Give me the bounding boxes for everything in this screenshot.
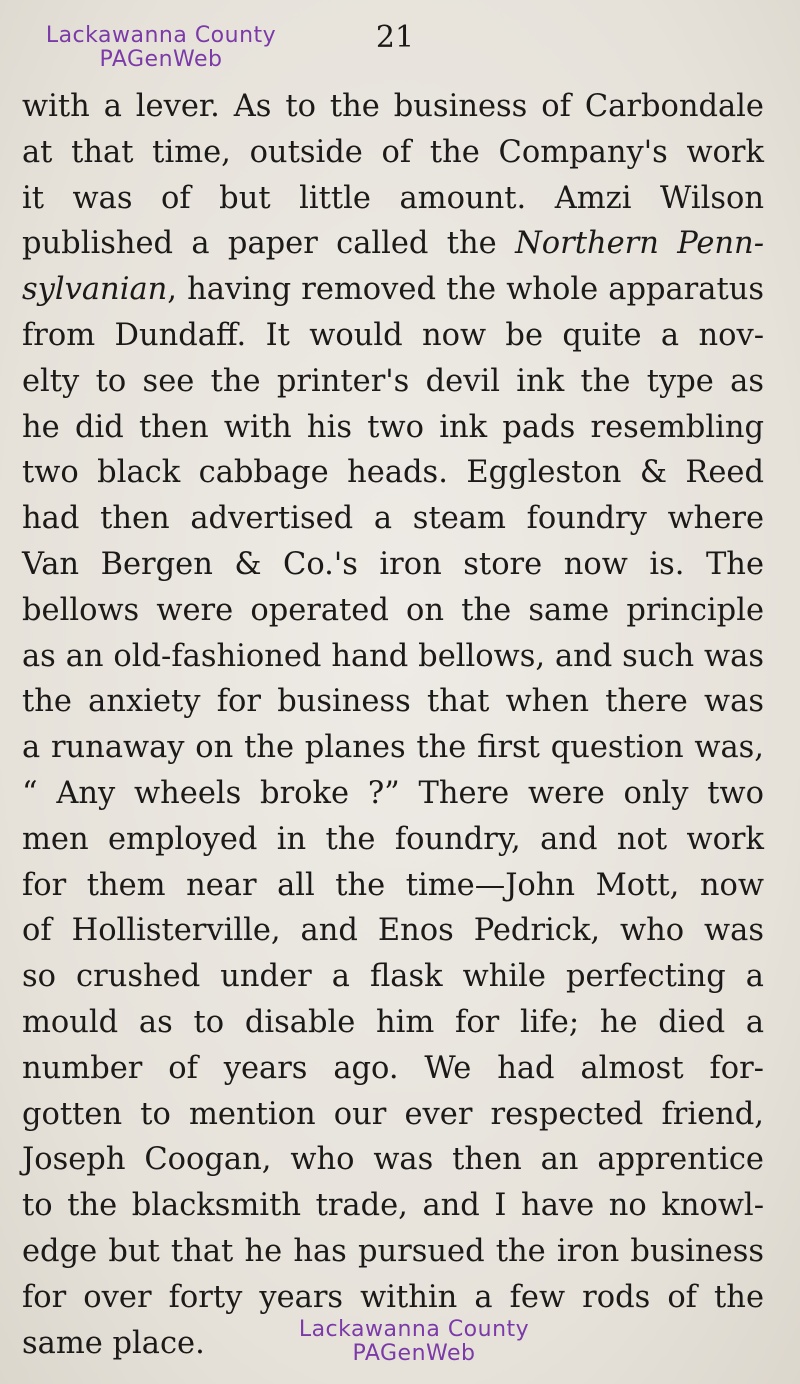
text-line: at that time, outside of the Company's work	[22, 134, 764, 170]
text-line: with a lever. As to the business of Carbondale	[22, 89, 764, 124]
text-line: Joseph Coogan, who was then an apprentice	[22, 1142, 764, 1178]
text-line: for them near all the time—John Mott, now	[22, 867, 764, 903]
newspaper-title-part1: Northern Penn-	[515, 226, 765, 262]
text-line: as an old-fashioned hand bellows, and such was	[22, 638, 764, 674]
text-line: bellows were operated on the same principle	[22, 592, 764, 628]
text-line: mould as to disable him for life; he died a	[22, 1004, 764, 1040]
watermark-bottom-line1: Lackawanna County	[298, 1317, 530, 1342]
text-line: gotten to mention our ever respected friend,	[22, 1096, 764, 1132]
page-number: 21	[375, 20, 415, 55]
text-line: a runaway on the planes the first question was,	[22, 730, 764, 766]
text-line: of Hollisterville, and Enos Pedrick, who was	[22, 913, 764, 949]
text-line: two black cabbage heads. Eggleston & Reed	[22, 455, 764, 491]
text-line: for over forty years within a few rods of the	[22, 1279, 764, 1315]
text-line: he did then with his two ink pads resembling	[22, 409, 764, 445]
text-line: to the blacksmith trade, and I have no knowl-	[22, 1188, 764, 1224]
watermark-bottom	[272, 1318, 556, 1366]
text-line: had then advertised a steam foundry where	[22, 501, 764, 537]
body-text	[22, 84, 764, 1366]
text-line: elty to see the printer's devil ink the type as	[22, 363, 764, 399]
watermark-top-line2: PAGenWeb	[99, 47, 223, 72]
watermark-top-line1: Lackawanna County	[45, 23, 277, 48]
text-line: it was of but little amount. Amzi Wilson	[22, 180, 764, 216]
text-line: edge but that he has pursued the iron business	[22, 1233, 764, 1269]
text-line: from Dundaff. It would now be quite a nov-	[22, 317, 764, 353]
text-line-part: published a paper called the	[22, 226, 516, 262]
text-line: “ Any wheels broke ?” There were only two	[22, 775, 764, 811]
text-line: men employed in the foundry, and not work	[22, 821, 764, 857]
watermark-bottom-line2: PAGenWeb	[352, 1341, 476, 1366]
text-line: number of years ago. We had almost for-	[22, 1050, 764, 1086]
newspaper-title-part2: sylvanian	[22, 272, 168, 308]
text-line	[22, 267, 764, 313]
watermark-top	[22, 24, 300, 72]
text-line-last: same place.	[22, 1325, 205, 1361]
text-line: Van Bergen & Co.'s iron store now is. The	[22, 546, 764, 582]
text-line: so crushed under a flask while perfecting a	[22, 959, 764, 995]
text-line: the anxiety for business that when there was	[22, 684, 764, 720]
text-line	[22, 221, 764, 267]
text-line-part: , having removed the whole apparatus	[167, 272, 764, 308]
